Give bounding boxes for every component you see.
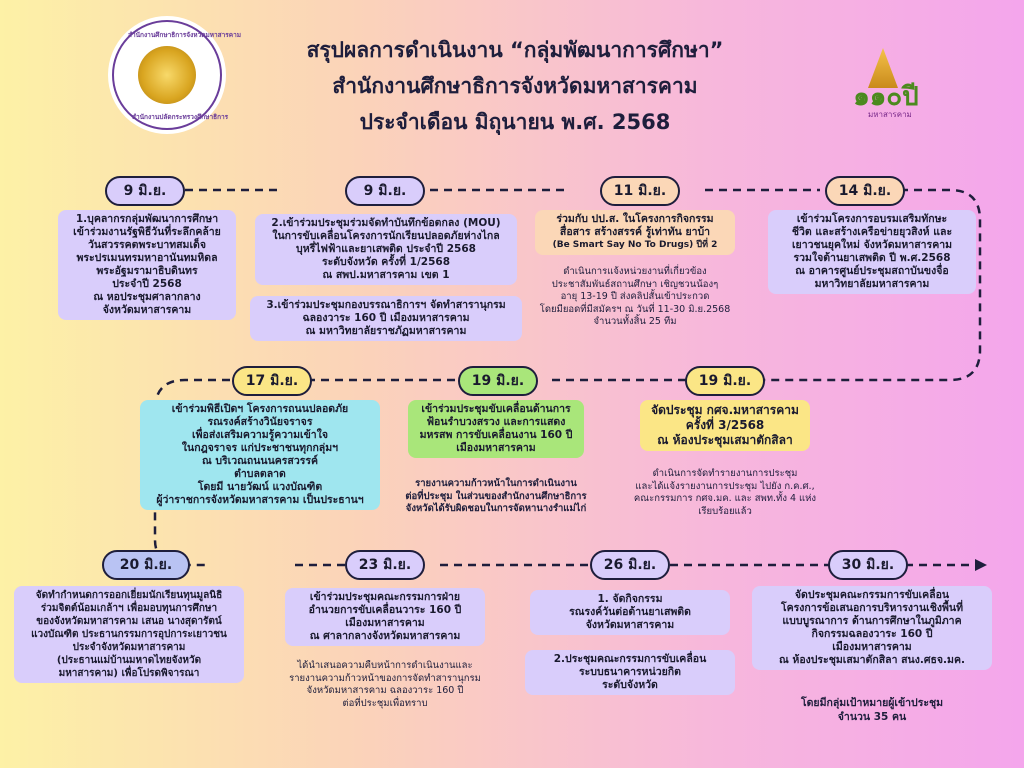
note-jun30: [760, 696, 984, 724]
text-line: พระปรเมนทรมหาอานันทมหิดล: [76, 252, 218, 264]
text-line: จังหวัดมหาสารคาม: [585, 619, 675, 631]
text-line: กิจกรรมฉลองวาระ 160 ปี: [811, 628, 933, 640]
event-box-jun9-a: [58, 210, 236, 320]
text-line: ดำเนินการแจ้งหน่วยงานที่เกี่ยวข้อง: [563, 266, 707, 277]
text-line: โดยมีกลุ่มเป้าหมายผู้เข้าประชุม: [800, 697, 944, 709]
text-line: จังหวัดมหาสารคาม ฉลองวาระ 160 ปี: [306, 685, 464, 696]
office-seal: [112, 20, 242, 130]
event-box-jun19-a: [408, 400, 584, 458]
event-box-jun9-b: [255, 214, 517, 285]
text-line: ต่อที่ประชุมเพื่อทราบ: [342, 697, 428, 709]
text-line: เมืองมหาสารคาม: [456, 442, 536, 454]
date-pill: 26 มิ.ย.: [590, 550, 670, 580]
text-line: สื่อสาร สร้างสรรค์ รู้เท่าทัน ยาบ้า: [559, 226, 711, 238]
title-line-2: สำนักงานศึกษาธิการจังหวัดมหาสารคาม: [332, 74, 698, 98]
text-line: ครั้งที่ 3/2568: [685, 418, 765, 432]
text-line: 2.ประชุมคณะกรรมการขับเคลื่อน: [553, 653, 707, 665]
event-box-jun9-c: [250, 296, 522, 341]
seal-top-text: สำนักงานศึกษาธิการจังหวัดมหาสารคาม: [128, 31, 242, 39]
date-pill: 19 มิ.ย.: [685, 366, 765, 396]
text-line: ณ อาคารศูนย์ประชุมสถาบันขงจื่อ: [795, 265, 949, 277]
text-line: เมืองมหาสารคาม: [832, 641, 912, 653]
date-pill: 20 มิ.ย.: [102, 550, 190, 580]
text-line: ณ หอประชุมศาลากลาง: [93, 291, 201, 303]
text-line: 3.เข้าร่วมประชุมกองบรรณาธิการฯ จัดทำสารานุกรม: [266, 299, 506, 311]
text-line: ร่วมกับ ปป.ส. ในโครงการกิจกรรม: [556, 213, 714, 225]
text-line: โดยมี นายวัฒน์ แวงบัณฑิต: [197, 481, 323, 493]
text-line: ฉลองวาระ 160 ปี เมืองมหาสารคาม: [302, 312, 470, 324]
text-line: ต่อที่ประชุม ในส่วนของสำนักงานศึกษาธิการ: [405, 490, 587, 502]
text-line: เข้าร่วมประชุมขับเคลื่อนด้านการ: [421, 403, 571, 415]
seal-emblem-icon: [138, 46, 196, 104]
text-line: ประจำจังหวัดมหาสารคาม: [72, 642, 186, 653]
text-line: ณ มหาวิทยาลัยราชภัฏมหาสารคาม: [305, 325, 467, 337]
text-line: ระบบธนาคารหน่วยกิต: [579, 666, 681, 678]
text-line: จัดประชุม กศจ.มหาสารคาม: [651, 403, 799, 417]
text-line: รณรงค์สร้างวินัยจราจร: [207, 416, 313, 428]
text-line: พระอัฐมรามาธิบดินทร: [96, 265, 198, 277]
text-line: ชีวิต และสร้างเครือข่ายยุวสิงห์ และ: [791, 226, 953, 238]
date-pill: 17 มิ.ย.: [232, 366, 312, 396]
event-box-jun11: [535, 210, 735, 255]
event-box-jun20: [14, 586, 244, 683]
text-line: ณ ห้องประชุมเสมาตักสิลา สนง.ศธจ.มค.: [779, 654, 965, 666]
text-line: รายงานความก้าวหน้าของการจัดทำสารานุกรม: [289, 672, 481, 684]
title-line-3: ประจำเดือน มิถุนายน พ.ศ. 2568: [359, 110, 671, 134]
logo-caption: มหาสารคาม: [868, 110, 912, 119]
text-line: ดำเนินการจัดทำรายงานการประชุม: [652, 468, 798, 479]
text-line: ร่วมจิตต์น้อมเกล้าฯ เพื่อมอบทุนการศึกษา: [40, 603, 218, 614]
text-line: เรียบร้อยแล้ว: [698, 505, 752, 517]
date-pill: 9 มิ.ย.: [345, 176, 425, 206]
text-line: ระดับจังหวัด ครั้งที่ 1/2568: [321, 256, 451, 268]
text-line: ณ ห้องประชุมเสมาตักสิลา: [657, 433, 793, 447]
text-line: โดยมียอดที่มีสมัครฯ ณ วันที่ 11-30 มิ.ย.2568: [539, 303, 731, 315]
text-line: มหรสพ การขับเคลื่อนงาน 160 ปี: [419, 429, 573, 441]
text-line: เข้าร่วมงานรัฐพิธีวันที่ระลึกคล้าย: [73, 226, 221, 238]
event-box-jun19-b: [640, 400, 810, 451]
text-line: ระดับจังหวัด: [602, 679, 658, 691]
text-line: ในการขับเคลื่อนโครงการนักเรียนปลอดภัยห่างไกล: [272, 230, 500, 242]
anniversary-logo: [838, 48, 934, 120]
text-line: ประจำปี 2568: [112, 278, 182, 290]
text-line: เข้าร่วมประชุมคณะกรรมการฝ่าย: [309, 591, 461, 603]
date-pill: 23 มิ.ย.: [345, 550, 425, 580]
event-box-jun30: [752, 586, 992, 670]
event-box-jun17: [140, 400, 380, 510]
date-pill: 30 มิ.ย.: [828, 550, 908, 580]
text-line: เข้าร่วมโครงการอบรมเสริมทักษะ: [796, 213, 948, 225]
event-box-jun26-a: [530, 590, 730, 635]
text-line: ณ บริเวณถนนนครสวรรค์: [201, 455, 319, 467]
note-jun19-a: [388, 478, 604, 516]
date-pill: 11 มิ.ย.: [600, 176, 680, 206]
text-line: 1.บุคลากรกลุ่มพัฒนาการศึกษา: [75, 213, 219, 225]
text-line: (Be Smart Say No To Drugs) ปีที่ 2: [552, 240, 718, 250]
text-line: วันสวรรคตพระบาทสมเด็จ: [87, 239, 207, 251]
text-line: 2.เข้าร่วมประชุมร่วมจัดทำบันทึกข้อตกลง (MOU): [271, 217, 501, 229]
text-line: จำนวนทั้งสิ้น 25 ทีม: [593, 316, 677, 327]
text-line: มหาสารคาม) เพื่อโปรดพิจารณา: [58, 668, 200, 679]
title-line-1: สรุปผลการดำเนินงาน “กลุ่มพัฒนาการศึกษา”: [306, 38, 724, 62]
event-box-jun26-b: [525, 650, 735, 695]
text-line: ได้นำเสนอความคืบหน้าการดำเนินงานและ: [297, 660, 473, 671]
date-pill: 14 มิ.ย.: [825, 176, 905, 206]
text-line: แวงบัณฑิต ประธานกรรมการอุปการะเยาวชน: [31, 629, 227, 640]
text-line: อำนวยการขับเคลื่อนวาระ 160 ปี: [308, 604, 462, 616]
note-jun11: [525, 266, 745, 329]
text-line: ฟ้อนรำบวงสรวง และการแสดง: [426, 416, 566, 428]
note-jun23: [272, 660, 498, 710]
seal-bottom-text: สำนักงานปลัดกระทรวงศึกษาธิการ: [132, 113, 229, 121]
text-line: แบบบูรณาการ ด้านการศึกษาในภูมิภาค: [782, 615, 962, 627]
text-line: ตำบลตลาด: [234, 468, 286, 480]
text-line: เพื่อส่งเสริมความรู้ความเข้าใจ: [192, 429, 328, 441]
text-line: และได้แจ้งรายงานการประชุม ไปยัง ก.ค.ศ.,: [635, 480, 815, 492]
text-line: อายุ 13-19 ปี ส่งคลิปสั้นเข้าประกวด: [560, 291, 710, 302]
text-line: จัดประชุมคณะกรรมการขับเคลื่อน: [794, 589, 950, 601]
text-line: 1. จัดกิจกรรม: [597, 593, 663, 605]
logo-number: ๑๑๐ปี: [853, 82, 919, 112]
text-line: ณ สพป.มหาสารคาม เขต 1: [322, 269, 450, 281]
text-line: (ประธานแม่บ้านมหาดไทยจังหวัด: [56, 655, 202, 666]
text-line: รณรงค์วันต่อต้านยาเสพติด: [569, 606, 691, 618]
date-pill: 9 มิ.ย.: [105, 176, 185, 206]
event-box-jun23: [285, 588, 485, 646]
text-line: บุหรี่ไฟฟ้าและยาเสพติด ประจำปี 2568: [296, 243, 476, 255]
text-line: รวมใจต้านยาเสพติด ปี พ.ศ.2568: [793, 252, 951, 264]
text-line: จังหวัดมหาสารคาม: [102, 304, 192, 316]
text-line: ในกฎจราจร แก่ประชาชนทุกกลุ่มฯ: [181, 442, 339, 454]
text-line: มหาวิทยาลัยมหาสารคาม: [814, 278, 930, 290]
text-line: โครงการข้อเสนอการบริหารงานเชิงพื้นที่: [780, 602, 963, 614]
text-line: ของจังหวัดมหาสารคาม เสนอ นางสุดารัตน์: [36, 616, 222, 627]
text-line: รายงานความก้าวหน้าในการดำเนินงาน: [415, 478, 577, 489]
event-box-jun14: [768, 210, 976, 294]
text-line: ณ ศาลากลางจังหวัดมหาสารคาม: [309, 630, 461, 642]
text-line: จัดทำกำหนดการออกเยี่ยมนักเรียนทุนมูลนิธิ: [35, 590, 223, 601]
text-line: จำนวน 35 คน: [837, 711, 907, 723]
text-line: เมืองมหาสารคาม: [345, 617, 425, 629]
note-jun19-b: [612, 468, 838, 518]
text-line: คณะกรรมการ กศจ.มค. และ สพท.ทั้ง 4 แห่ง: [633, 493, 817, 504]
text-line: ประชาสัมพันธ์สถานศึกษา เชิญชวนน้องๆ: [551, 278, 719, 290]
date-pill: 19 มิ.ย.: [458, 366, 538, 396]
text-line: ผู้ว่าราชการจังหวัดมหาสารคาม เป็นประธานฯ: [156, 494, 364, 506]
text-line: จังหวัดได้รับผิดชอบในการจัดหานางรำแม่ไก่: [405, 503, 587, 514]
text-line: เยาวชนยุคใหม่ จังหวัดมหาสารคาม: [791, 239, 953, 251]
text-line: เข้าร่วมพิธีเปิดฯ โครงการถนนปลอดภัย: [171, 403, 349, 415]
